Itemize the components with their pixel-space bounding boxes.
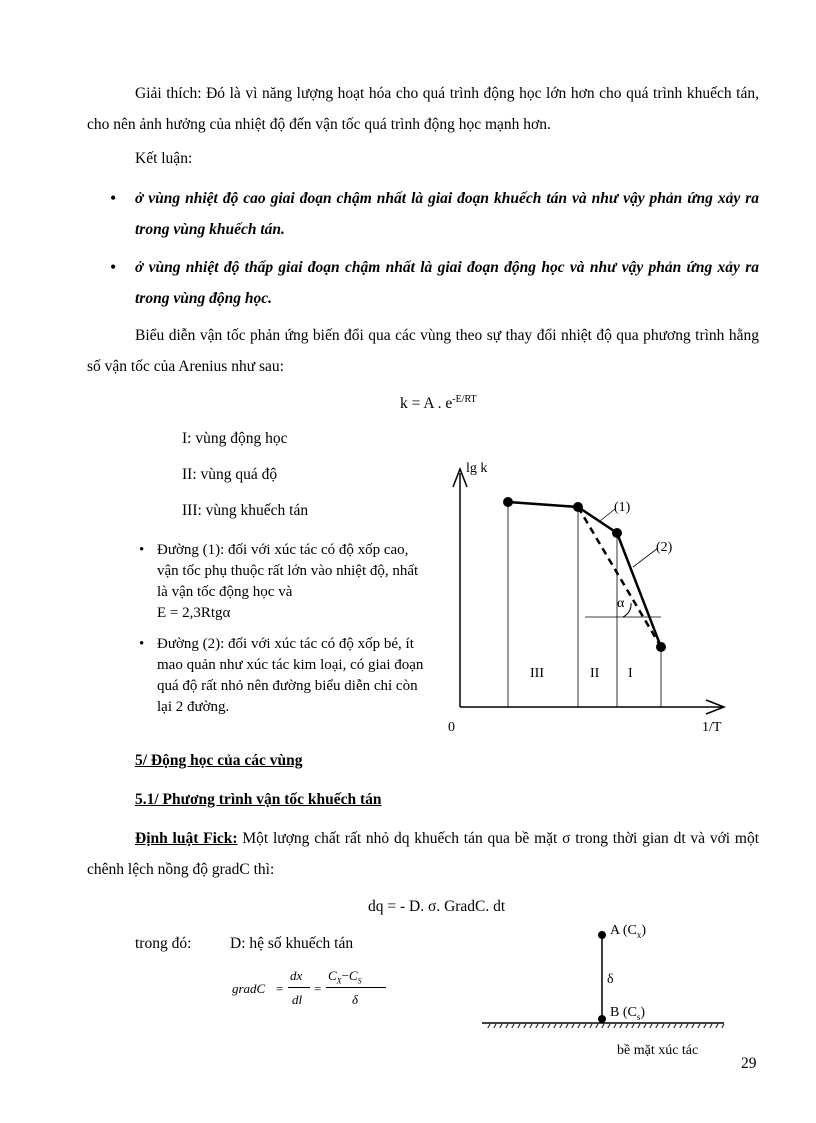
point-a-label: A $(C_x)$ [610,923,647,940]
fick-paragraph [87,823,759,885]
gradc-formula [232,968,402,1018]
curve-2-bullet-marker: • [139,636,145,652]
point-b-label: B $(C_s)$ [610,1005,646,1022]
arenius-formula-base: k = A . e [400,395,453,413]
gradc-minus: − [341,968,349,983]
gradc-den-2: δ [352,992,359,1007]
alpha-label: α [617,596,625,611]
where-label: trong đó: [135,935,192,952]
conclusion-bullet-2: ở vùng nhiệt độ thấp giai đoạn chậm nhất là giai đoạn động học và như vậy phản ứng xảy ra trong vùng động học. [135,259,759,307]
origin-label: 0 [448,720,455,735]
curve-label-1: (1) [614,500,631,515]
x-axis-label: 1/T [702,720,722,735]
gradc-cx-sub: X [336,976,342,986]
bullet-1-marker: • [110,188,117,208]
curve-1-formula: E = 2,3Rtgα [157,605,231,621]
graph-point-3 [612,528,622,538]
diffusion-coefficient-definition: D: hệ số khuếch tán [230,935,354,952]
zone-III-label: III [530,666,544,681]
fick-label: Định luật Fick: [135,830,238,847]
zone-II-label: II [590,666,600,681]
gradc-eq-2: = [314,981,322,996]
gradc-frac-line-2 [326,987,386,988]
graph-point-4 [656,642,666,652]
gradc-frac-line-1 [288,987,310,988]
fick-formula: dq = - D. σ. GradC. dt [368,898,506,915]
zone-I-label: I [628,666,633,681]
curve-1-text: Đường (1): đối với xúc tác có độ xốp cao, vận tốc phụ thuộc rất lớn vào nhiệt độ, nhất là vận tốc động học và [157,542,419,600]
surface-hatching [484,1024,724,1028]
gradc-lhs: gradC [232,981,266,996]
fick-text: Một lượng chất rất nhỏ dq khuếch tán qua bề mặt σ trong thời gian dt và với một chênh lệch nồng độ gradC thì: [87,830,759,878]
gradc-num-2 [328,968,362,986]
gradc-den-1: dl [292,992,303,1007]
gradc-num-1: dx [290,968,303,983]
delta-label: δ [607,972,614,987]
arenius-formula [400,394,477,413]
curve-1-bullet-marker: • [139,542,145,558]
point-b-dot [598,1015,606,1023]
label-1-leader [600,509,615,521]
section-5-heading: 5/ Động học của các vùng [135,752,303,769]
curve-2-solid [508,502,661,647]
arrhenius-graph [440,455,740,745]
curve-1-description [157,540,429,624]
conclusion-label: Kết luận: [135,150,193,167]
curve-label-2: (2) [656,540,673,555]
page-number: 29 [741,1055,757,1072]
gradc-cx: C [328,968,337,983]
region-I-definition: I: vùng động học [182,430,288,447]
conclusion-bullet-1: ở vùng nhiệt độ cao giai đoạn chậm nhất là giai đoạn khuếch tán và như vậy phản ứng xảy ra trong vùng khuếch tán. [135,190,759,238]
region-III-definition: III: vùng khuếch tán [182,502,309,519]
graph-point-2 [573,502,583,512]
graph-point-1 [503,497,513,507]
section-5-1-heading: 5.1/ Phương trình vận tốc khuếch tán [135,791,382,808]
label-2-leader [633,548,658,567]
arenius-formula-exponent: -E/RT [452,394,477,405]
gradc-cs: C [348,968,358,983]
surface-label: bề mặt xúc tác [617,1043,699,1058]
curve-1-dashed [578,507,661,647]
arenius-intro-paragraph: Biểu diễn vận tốc phản ứng biến đổi qua các vùng theo sự thay đổi nhiệt độ qua phương trình hằng số vận tốc của Arenius như sau: [87,327,759,375]
region-II-definition: II: vùng quá độ [182,466,278,483]
y-axis-label: lg k [466,461,488,476]
gradc-eq-1: = [276,981,284,996]
point-a-dot [598,931,606,939]
curve-2-description: Đường (2): đối với xúc tác có độ xốp bé, ít mao quản như xúc tác kim loại, có giai đoạn quá độ rất nhỏ nên đường biểu diễn chỉ còn lại 2 đường. [157,636,424,715]
gradc-cs-sub: S [357,976,362,986]
bullet-2-marker: • [110,257,117,277]
diffusion-layer-diagram [480,918,730,1028]
explanation-paragraph: Giải thích: Đó là vì năng lượng hoạt hóa cho quá trình động học lớn hơn cho quá trình khuếch tán, cho nên ảnh hưởng của nhiệt độ đến vận tốc quá trình động học mạnh hơn. [87,85,759,133]
